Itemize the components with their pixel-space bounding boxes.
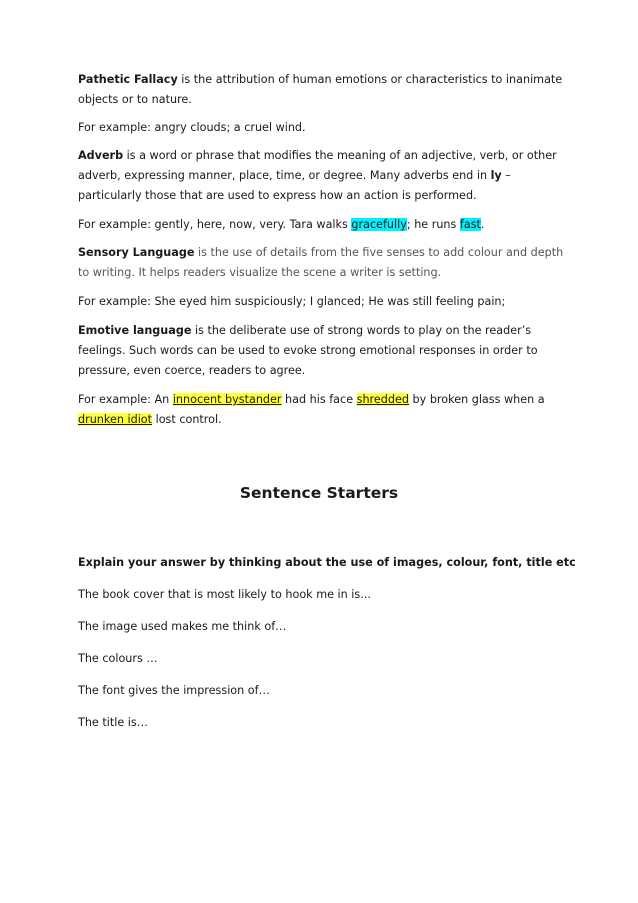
example-text: For example: gently, here, now, very. Tara walks [78, 218, 352, 231]
glossary [78, 70, 568, 430]
starter-line: The title is… [78, 716, 148, 729]
term-sensory-language: Sensory Language [78, 246, 195, 259]
starters-prompt: Explain your answer by thinking about the use of images, colour, font, title etc [78, 556, 576, 569]
definition-text: is the attribution of human emotions or characteristics to inanimate objects or to nature. [78, 73, 563, 106]
starter-line: The font gives the impression of… [78, 684, 270, 697]
term-emotive-language: Emotive language [78, 324, 192, 337]
sensory-language-example: For example: She eyed him suspiciously; I glanced; He was still feeling pain; [78, 295, 506, 308]
highlight-gracefully: gracefully [351, 218, 407, 231]
definition-text: is a word or phrase that modifies the meaning of an adjective, verb, or other adverb, expressing manner, place, time, or degree. Many adverbs end in [78, 149, 557, 182]
example-text: by broken glass when a [408, 393, 545, 406]
emotive-language-definition [78, 321, 568, 381]
highlight-drunken-idiot: drunken idiot [78, 413, 153, 426]
highlight-innocent-bystander: innocent bystander [172, 393, 282, 406]
sentence-starters-heading: Sentence Starters [239, 484, 399, 502]
starter-line: The colours … [78, 652, 158, 665]
adverb-example [78, 215, 568, 235]
starter-line: The image used makes me think of… [78, 620, 287, 633]
pathetic-fallacy-definition [78, 70, 568, 110]
example-text: had his face [281, 393, 357, 406]
starter-line: The book cover that is most likely to hook me in is... [78, 588, 371, 601]
highlight-shredded: shredded [356, 393, 409, 406]
adverb-definition [78, 146, 568, 206]
pathetic-fallacy-example: For example: angry clouds; a cruel wind. [78, 121, 306, 134]
term-adverb: Adverb [78, 149, 124, 162]
ly-suffix: ly [490, 169, 502, 182]
definition-text: – particularly those that are used to express how an action is performed. [78, 169, 511, 202]
term-pathetic-fallacy: Pathetic Fallacy [78, 73, 178, 86]
emotive-language-example [78, 390, 568, 430]
highlight-fast: fast [459, 218, 481, 231]
definition-text: is the use of details from the five senses to add colour and depth to writing. It helps readers visualize the scene a writer is setting. [78, 246, 564, 279]
example-text: . [480, 218, 485, 231]
definition-text: is the deliberate use of strong words to play on the reader’s feelings. Such words can be used to evoke strong emotional responses in order to pressure, even coerce, readers to agree. [78, 324, 538, 377]
example-text: ; he runs [406, 218, 460, 231]
example-text: lost control. [152, 413, 222, 426]
sensory-language-definition [78, 243, 568, 283]
example-text: For example: An [78, 393, 173, 406]
sentence-starters-list [78, 553, 578, 733]
